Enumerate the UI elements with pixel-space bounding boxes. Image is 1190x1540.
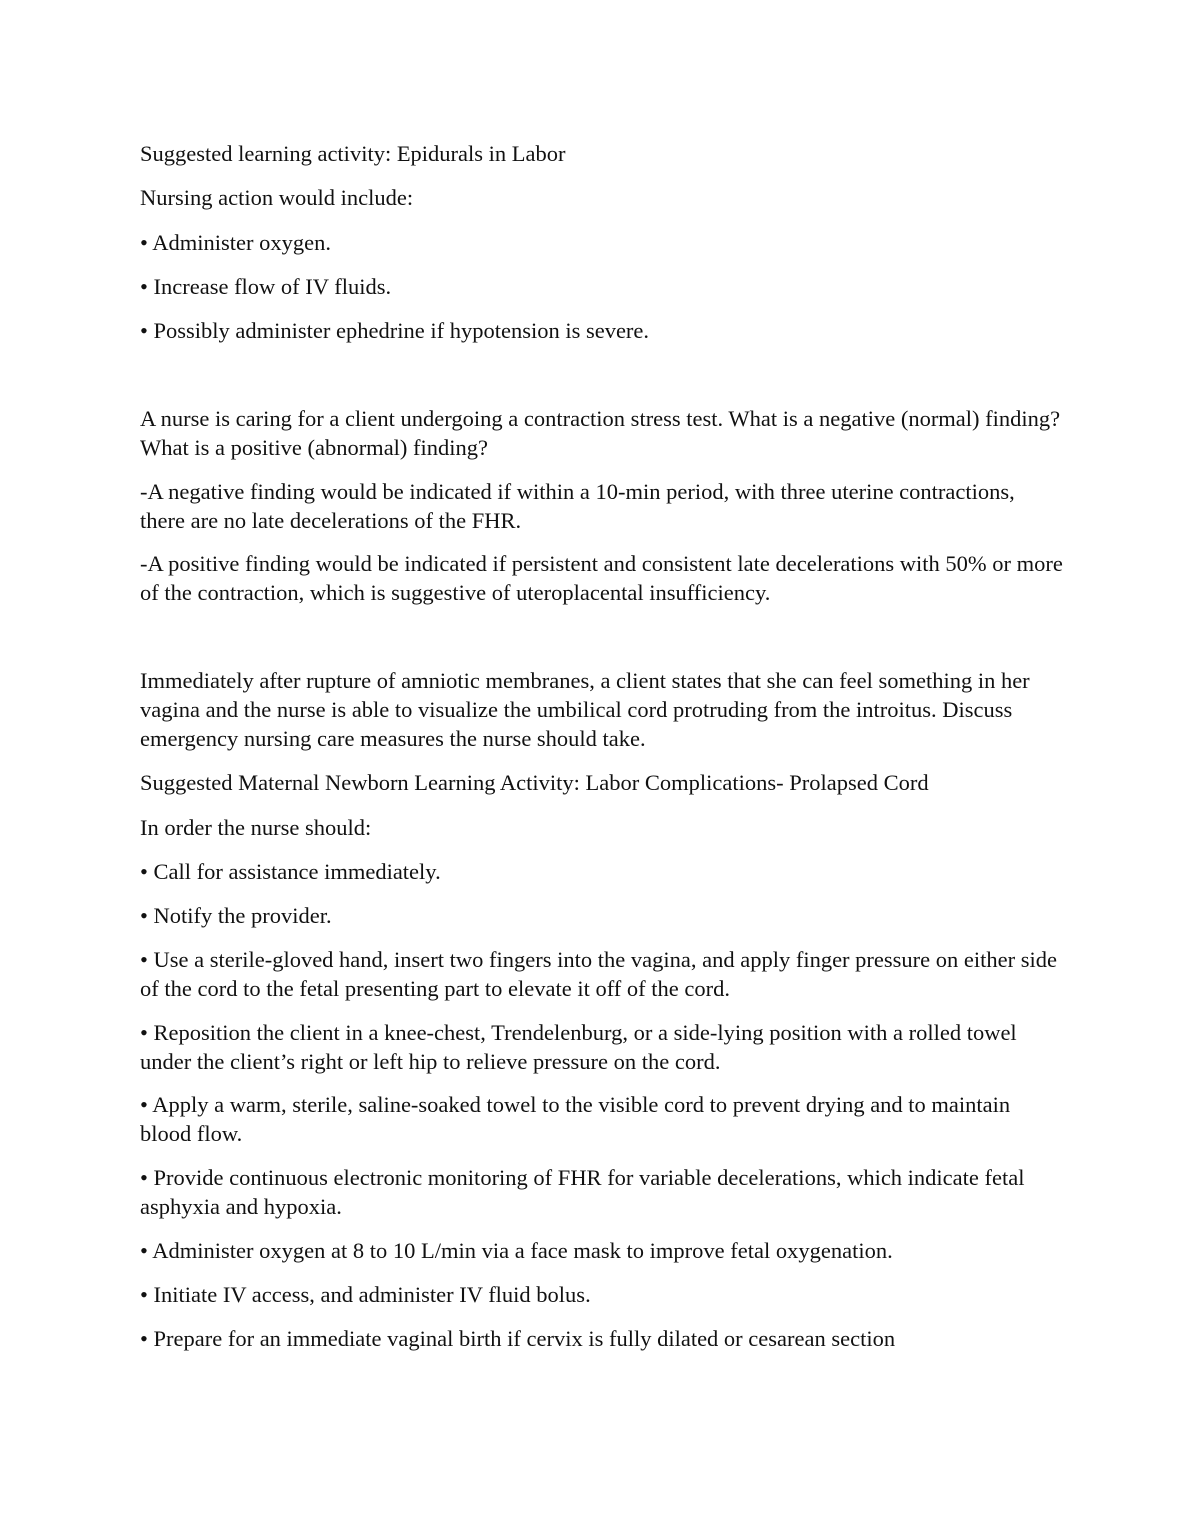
nursing-steps-intro: In order the nurse should: bbox=[140, 815, 372, 840]
nursing-action-intro: Nursing action would include: bbox=[140, 185, 414, 210]
bullet-item: • Initiate IV access, and administer IV fluid bolus. bbox=[140, 1282, 591, 1307]
bullet-item: • Administer oxygen at 8 to 10 L/min via a face mask to improve fetal oxygenation. bbox=[140, 1238, 893, 1263]
bullet-item: • Apply a warm, sterile, saline-soaked towel to the visible cord to prevent drying and to maintain blood flow. bbox=[140, 1092, 1011, 1146]
bullet-item: • Reposition the client in a knee-chest, Trendelenburg, or a side-lying position with a rolled towel under the client’s right or left hip to relieve pressure on the cord. bbox=[140, 1020, 1017, 1074]
question-paragraph: A nurse is caring for a client undergoing a contraction stress test. What is a negative (normal) finding? What is a positive (abnormal) finding? bbox=[140, 406, 1061, 460]
answer-paragraph: -A negative finding would be indicated if within a 10-min period, with three uterine contractions, there are no late decelerations of the FHR. bbox=[140, 479, 1015, 533]
learning-activity-line: Suggested learning activity: Epidurals in Labor bbox=[140, 141, 566, 166]
bullet-item: • Prepare for an immediate vaginal birth if cervix is fully dilated or cesarean section bbox=[140, 1326, 896, 1351]
bullet-item: • Possibly administer ephedrine if hypotension is severe. bbox=[140, 318, 650, 343]
learning-activity-line: Suggested Maternal Newborn Learning Activity: Labor Complications- Prolapsed Cord bbox=[140, 770, 929, 795]
answer-paragraph: -A positive finding would be indicated if persistent and consistent late decelerations with 50% or more of the contraction, which is suggestive of uteroplacental insufficiency. bbox=[140, 551, 1063, 605]
bullet-item: • Use a sterile-gloved hand, insert two fingers into the vagina, and apply finger pressure on either side of the cord to the fetal presenting part to elevate it off of the cord. bbox=[140, 947, 1057, 1001]
bullet-item: • Notify the provider. bbox=[140, 903, 332, 928]
bullet-item: • Provide continuous electronic monitoring of FHR for variable decelerations, which indicate fetal asphyxia and hypoxia. bbox=[140, 1165, 1025, 1219]
bullet-item: • Call for assistance immediately. bbox=[140, 859, 441, 884]
question-paragraph: Immediately after rupture of amniotic membranes, a client states that she can feel something in her vagina and the nurse is able to visualize the umbilical cord protruding from the introitus. Discuss emergency nursing care measures the nurse should take. bbox=[140, 668, 1030, 751]
bullet-item: • Administer oxygen. bbox=[140, 230, 331, 255]
bullet-item: • Increase flow of IV fluids. bbox=[140, 274, 392, 299]
